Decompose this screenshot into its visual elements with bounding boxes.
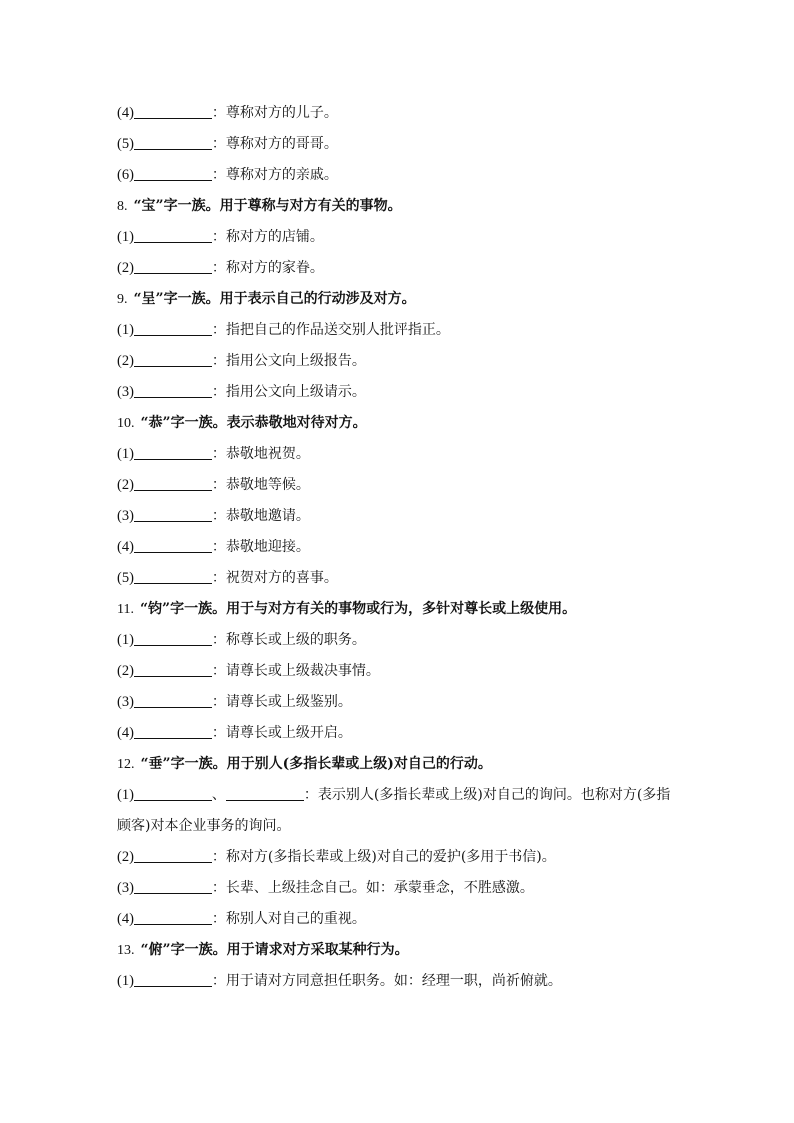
item-definition: ：恭敬地迎接。 <box>211 539 310 555</box>
section-heading <box>117 935 677 966</box>
section-heading <box>117 191 677 222</box>
section-title: “宝”字一族。用于尊称与对方有关的事物。 <box>133 198 402 214</box>
answer-blank[interactable] <box>226 786 304 801</box>
question-item <box>117 532 677 563</box>
section-number: 11. <box>117 602 134 617</box>
question-item <box>117 625 677 656</box>
item-number: (5) <box>117 570 134 586</box>
answer-blank[interactable] <box>134 910 212 925</box>
item-number: (2) <box>117 260 134 276</box>
item-definition: ：请尊长或上级裁决事情。 <box>211 663 380 679</box>
answer-blank[interactable] <box>134 445 212 460</box>
item-definition: ：尊称对方的儿子。 <box>211 105 338 121</box>
item-number: (5) <box>117 136 134 152</box>
item-definition: ：用于请对方同意担任职务。如：经理一职，尚祈俯就。 <box>211 973 562 989</box>
item-definition: ：恭敬地祝贺。 <box>211 446 310 462</box>
answer-blank[interactable] <box>134 631 212 646</box>
question-item <box>117 718 677 749</box>
section-heading <box>117 284 677 315</box>
item-number: (4) <box>117 105 134 121</box>
section-title: “钧”字一族。用于与对方有关的事物或行为，多针对尊长或上级使用。 <box>139 601 577 617</box>
item-number: (4) <box>117 725 134 741</box>
item-definition: ：指用公文向上级请示。 <box>211 384 366 400</box>
item-number: (1) <box>117 229 134 245</box>
section-heading <box>117 594 677 625</box>
item-definition: ：称尊长或上级的职务。 <box>211 632 366 648</box>
question-item <box>117 501 677 532</box>
item-number: (6) <box>117 167 134 183</box>
item-number: (1) <box>117 787 134 803</box>
section-heading <box>117 408 677 439</box>
item-definition: ：称对方的店铺。 <box>211 229 324 245</box>
item-number: (1) <box>117 322 134 338</box>
answer-blank[interactable] <box>134 104 212 119</box>
item-definition: ：称对方的家眷。 <box>211 260 324 276</box>
question-item <box>117 966 677 997</box>
item-definition: ：祝贺对方的喜事。 <box>211 570 338 586</box>
question-item <box>117 222 677 253</box>
answer-blank[interactable] <box>134 724 212 739</box>
answer-blank[interactable] <box>134 259 212 274</box>
question-item <box>117 842 677 873</box>
answer-blank[interactable] <box>134 538 212 553</box>
question-item <box>117 904 677 935</box>
item-number: (1) <box>117 973 134 989</box>
item-definition: ：请尊长或上级开启。 <box>211 725 352 741</box>
answer-blank[interactable] <box>134 383 212 398</box>
question-item <box>117 253 677 284</box>
answer-blank[interactable] <box>134 693 212 708</box>
answer-blank[interactable] <box>134 507 212 522</box>
question-item <box>117 160 677 191</box>
section-number: 9. <box>117 292 128 307</box>
question-item <box>117 563 677 594</box>
answer-blank[interactable] <box>134 972 212 987</box>
question-item <box>117 470 677 501</box>
question-item <box>117 780 677 842</box>
worksheet-body <box>117 98 677 997</box>
question-item <box>117 377 677 408</box>
question-item <box>117 129 677 160</box>
answer-blank[interactable] <box>134 879 212 894</box>
item-number: (3) <box>117 384 134 400</box>
item-definition: ：请尊长或上级鉴别。 <box>211 694 352 710</box>
section-number: 10. <box>117 416 135 431</box>
item-number: (2) <box>117 849 134 865</box>
answer-blank[interactable] <box>134 662 212 677</box>
item-number: (4) <box>117 911 134 927</box>
item-number: (3) <box>117 508 134 524</box>
item-definition: ：尊称对方的哥哥。 <box>211 136 338 152</box>
item-definition: ：称对方(多指长辈或上级)对自己的爱护(多用于书信)。 <box>211 849 556 865</box>
item-definition: ：指把自己的作品送交别人批评指正。 <box>211 322 450 338</box>
item-number: (2) <box>117 477 134 493</box>
section-heading <box>117 749 677 780</box>
section-title: “恭”字一族。表示恭敬地对待对方。 <box>140 415 367 431</box>
item-number: (2) <box>117 353 134 369</box>
item-definition: ：恭敬地邀请。 <box>211 508 310 524</box>
item-number: (4) <box>117 539 134 555</box>
section-title: “呈”字一族。用于表示自己的行动涉及对方。 <box>133 291 416 307</box>
blank-separator: 、 <box>211 787 226 803</box>
item-definition: ：指用公文向上级报告。 <box>211 353 366 369</box>
item-definition: ：恭敬地等候。 <box>211 477 310 493</box>
section-number: 13. <box>117 943 135 958</box>
answer-blank[interactable] <box>134 228 212 243</box>
answer-blank[interactable] <box>134 476 212 491</box>
question-item <box>117 346 677 377</box>
item-definition: ：长辈、上级挂念自己。如：承蒙垂念，不胜感激。 <box>211 880 534 896</box>
answer-blank[interactable] <box>134 786 212 801</box>
question-item <box>117 315 677 346</box>
item-number: (1) <box>117 446 134 462</box>
section-number: 8. <box>117 199 128 214</box>
item-definition: ：称别人对自己的重视。 <box>211 911 366 927</box>
question-item <box>117 439 677 470</box>
answer-blank[interactable] <box>134 848 212 863</box>
section-title: “俯”字一族。用于请求对方采取某种行为。 <box>140 942 409 958</box>
item-number: (2) <box>117 663 134 679</box>
answer-blank[interactable] <box>134 569 212 584</box>
question-item <box>117 656 677 687</box>
item-definition: ：尊称对方的亲戚。 <box>211 167 338 183</box>
item-number: (3) <box>117 880 134 896</box>
section-title: “垂”字一族。用于别人(多指长辈或上级)对自己的行动。 <box>140 756 492 772</box>
item-number: (1) <box>117 632 134 648</box>
answer-blank[interactable] <box>134 352 212 367</box>
question-item <box>117 687 677 718</box>
answer-blank[interactable] <box>134 135 212 150</box>
item-number: (3) <box>117 694 134 710</box>
section-number: 12. <box>117 757 135 772</box>
question-item <box>117 873 677 904</box>
answer-blank[interactable] <box>134 321 212 336</box>
answer-blank[interactable] <box>134 166 212 181</box>
item-definition: ：表示别人(多指长辈或上级)对自己的询问。也称对方(多指顾客)对本企业事务的询问。 <box>117 787 671 834</box>
question-item <box>117 98 677 129</box>
